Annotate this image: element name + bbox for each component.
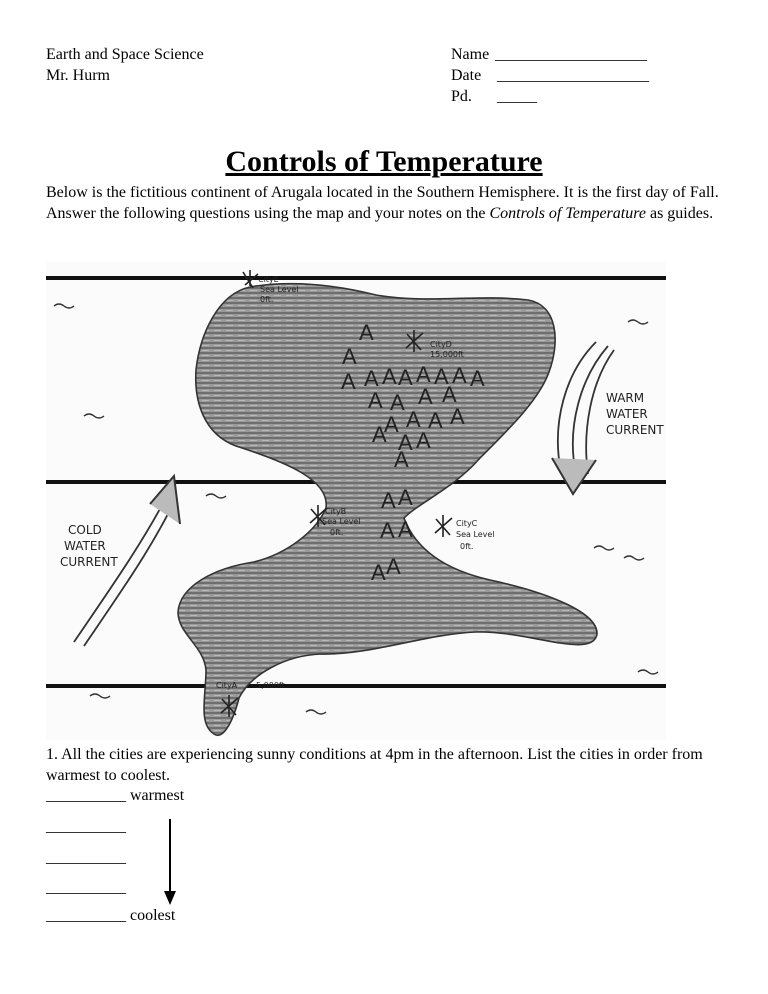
mountain-icon: A: [398, 365, 413, 390]
intro-emphasis: Controls of Temperature: [489, 205, 646, 222]
city-e-altitude: Sea Level: [260, 285, 299, 294]
mountain-icon: A: [380, 518, 395, 543]
answer-blank-2[interactable]: __________: [46, 818, 126, 835]
mountain-icon: A: [372, 422, 387, 447]
answer-row-2: [46, 816, 126, 837]
city-c-label: CityC: [456, 519, 478, 528]
cold-current-label-1: COLD: [68, 523, 102, 537]
city-a-label: CityA: [216, 681, 238, 690]
mountain-icon: A: [406, 407, 421, 432]
header-right: [451, 44, 649, 107]
intro-text-2: as guides.: [645, 205, 714, 222]
mountain-icon: A: [470, 366, 485, 391]
warmest-label: warmest: [130, 787, 185, 804]
date-label: Date: [451, 67, 482, 84]
city-d-altitude: 15,000ft: [430, 350, 464, 359]
answer-row-5: [46, 905, 175, 926]
coolest-label: coolest: [130, 907, 176, 924]
answer-row-3: [46, 847, 126, 868]
city-e-label: CityE: [258, 275, 279, 284]
intro-paragraph: [46, 182, 726, 224]
course-name: Earth and Space Science: [46, 46, 204, 63]
mountain-icon: A: [398, 517, 413, 542]
mountain-icon: A: [418, 384, 433, 409]
mountain-icon: A: [384, 412, 399, 437]
mountain-icon: A: [390, 390, 405, 415]
city-c-altitude-ft: 0ft.: [460, 542, 474, 551]
city-b-label: CityB: [325, 507, 347, 516]
mountain-icon: A: [386, 554, 401, 579]
mountain-icon: A: [341, 369, 356, 394]
warm-current-label-2: WATER: [606, 407, 648, 421]
name-row: [451, 44, 649, 65]
down-arrow-icon: [158, 819, 182, 905]
warm-current-label-3: CURRENT: [606, 423, 664, 437]
date-row: [451, 65, 649, 86]
name-label: Name: [451, 46, 490, 63]
mountain-icon: A: [416, 362, 431, 387]
teacher-name: Mr. Hurm: [46, 67, 110, 84]
mountain-icon: A: [359, 320, 374, 345]
name-field[interactable]: ___________________: [495, 46, 647, 63]
date-field[interactable]: ___________________: [497, 67, 649, 84]
mountain-icon: A: [371, 560, 386, 585]
mountain-icon: A: [428, 408, 443, 433]
mountain-icon: A: [364, 366, 379, 391]
answer-row-1: [46, 785, 184, 806]
answer-blank-4[interactable]: __________: [46, 879, 126, 896]
period-field[interactable]: _____: [497, 88, 537, 105]
mountain-icon: A: [394, 447, 409, 472]
city-b-altitude-ft: 0ft.: [330, 528, 344, 537]
city-c-altitude: Sea Level: [456, 530, 495, 539]
answer-blank-5[interactable]: __________: [46, 907, 126, 924]
mountain-icon: A: [398, 485, 413, 510]
period-row: [451, 86, 649, 107]
answer-blank-1[interactable]: __________: [46, 787, 126, 804]
cold-current-label-2: WATER: [64, 539, 106, 553]
answer-row-4: [46, 877, 126, 898]
city-b-altitude: Sea Level: [322, 517, 361, 526]
mountain-icon: A: [382, 364, 397, 389]
intro-text-1: Below is the fictitious continent of Arugala located in the Southern Hemisphere. It is the first day of Fall. Answer the following questions using the map and your notes on the: [46, 184, 719, 222]
mountain-icon: A: [434, 364, 449, 389]
header-left: [46, 44, 204, 86]
mountain-icon: A: [398, 430, 413, 455]
arugala-map: [46, 262, 666, 740]
cold-current-label-3: CURRENT: [60, 555, 118, 569]
question-1: 1. All the cities are experiencing sunny conditions at 4pm in the afternoon. List the cities in order from warmest to coolest.: [46, 746, 703, 784]
mountain-icon: A: [442, 382, 457, 407]
page-title: Controls of Temperature: [225, 145, 543, 178]
answer-blank-3[interactable]: __________: [46, 849, 126, 866]
mountain-icon: A: [368, 388, 383, 413]
city-e-altitude-ft: 0ft.: [260, 295, 274, 304]
mountain-icon: A: [450, 404, 465, 429]
mountain-icon: A: [452, 363, 467, 388]
mountain-icon: A: [416, 428, 431, 453]
city-a-altitude: 5,000ft.: [256, 681, 288, 690]
mountain-icon: A: [342, 344, 357, 369]
period-label: Pd.: [451, 88, 472, 105]
warm-current-label-1: WARM: [606, 391, 645, 405]
mountain-icon: A: [381, 488, 396, 513]
city-d-label: CityD: [430, 340, 452, 349]
